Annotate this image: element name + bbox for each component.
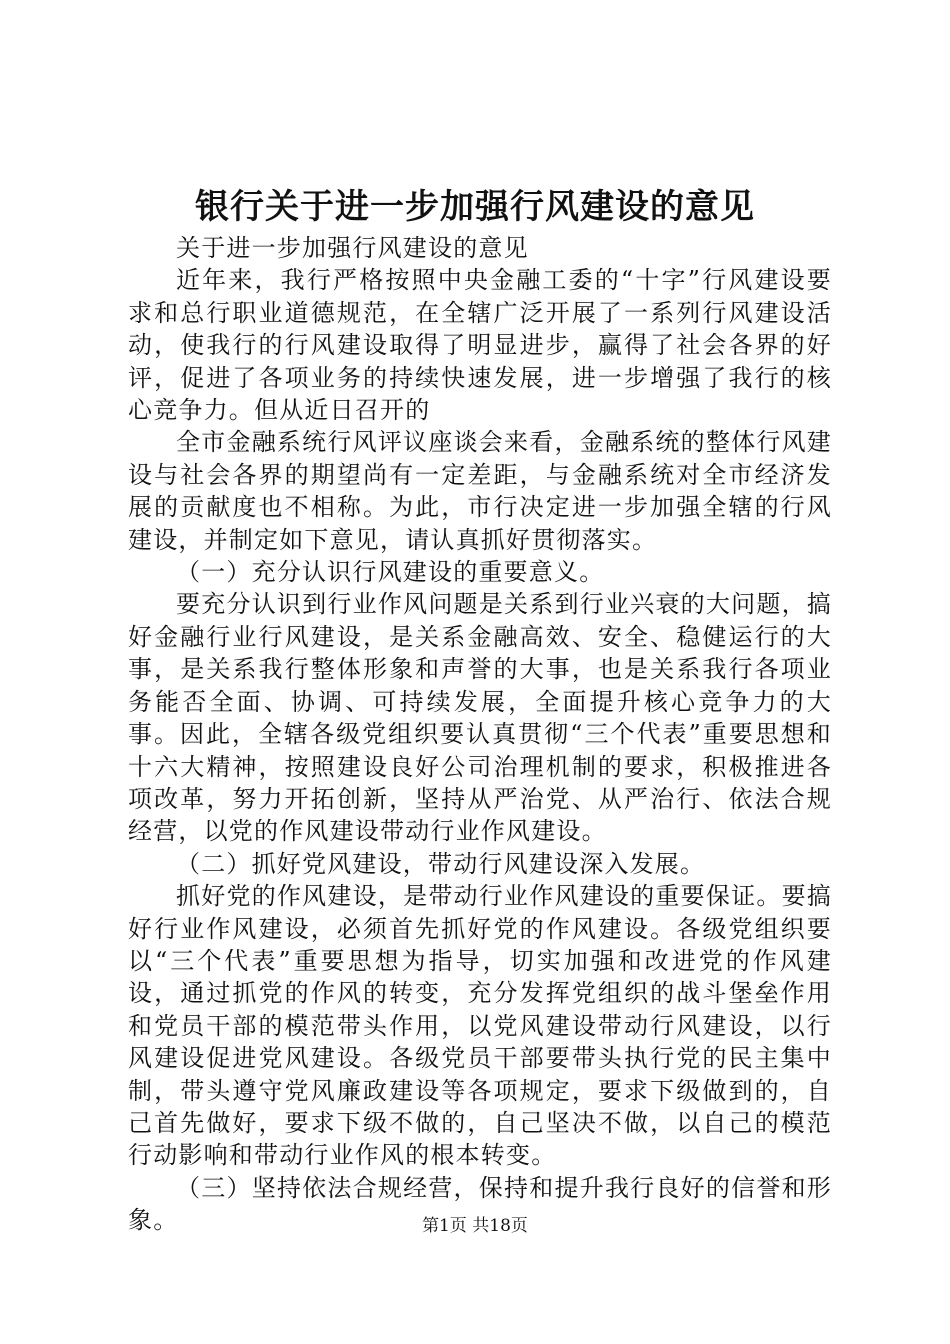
- document-title: 银行关于进一步加强行风建设的意见: [195, 187, 755, 227]
- paragraph-subtitle: 关于进一步加强行风建设的意见: [176, 234, 529, 262]
- page-footer: 第1页 共18页: [422, 1216, 528, 1236]
- paragraph-intro: 近年来，我行严格按照中央金融工委的“十字”行风建设要求和总行职业道德规范，在全辖广泛开展了一系列行风建设活动，使我行的行风建设取得了明显进步，赢得了社会各界的好评，促进了各项业务的持续快速发展，进一步增强了我行的核心竞争力。但从近日召开的: [128, 266, 832, 425]
- section-heading-2: （二）抓好党风建设，带动行风建设深入发展。: [176, 849, 706, 878]
- paragraph-section-2: 抓好党的作风建设，是带动行业作风建设的重要保证。要搞好行业作风建设，必须首先抓好党的作风建设。各级党组织要以“三个代表”重要思想为指导，切实加强和改进党的作风建设，通过抓党的作风的转变，充分发挥党组织的战斗堡垒作用和党员干部的模范带头作用，以党风建设带动行风建设，以行风建设促进党风建设。各级党员干部要带头执行党的民主集中制，带头遵守党风廉政建设等各项规定，要求下级做到的，自己首先做好，要求下级不做的，自己坚决不做，以自己的模范行动影响和带动行业作风的根本转变。: [128, 882, 832, 1170]
- paragraph-section-1: 要充分认识到行业作风问题是关系到行业兴衰的大问题，搞好金融行业行风建设，是关系金融高效、安全、稳健运行的大事，是关系我行整体形象和声誉的大事，也是关系我行各项业务能否全面、协调、可持续发展，全面提升核心竞争力的大事。因此，全辖各级党组织要认真贯彻“三个代表”重要思想和十六大精神，按照建设良好公司治理机制的要求，积极推进各项改革，努力开拓创新，坚持从严治党、从严治行、依法合规经营，以党的作风建设带动行业作风建设。: [128, 590, 832, 846]
- document-body: [128, 232, 832, 1237]
- section-heading-3: （三）坚持依法合规经营，保持和提升我行良好的信誉和形象。: [128, 1173, 832, 1235]
- paragraph-intro-continued: 全市金融系统行风评议座谈会来看，金融系统的整体行风建设与社会各界的期望尚有一定差距，与金融系统对全市经济发展的贡献度也不相称。为此，市行决定进一步加强全辖的行风建设，并制定如下意见，请认真抓好贯彻落实。: [128, 428, 832, 554]
- section-heading-1: （一）充分认识行风建设的重要意义。: [176, 558, 605, 587]
